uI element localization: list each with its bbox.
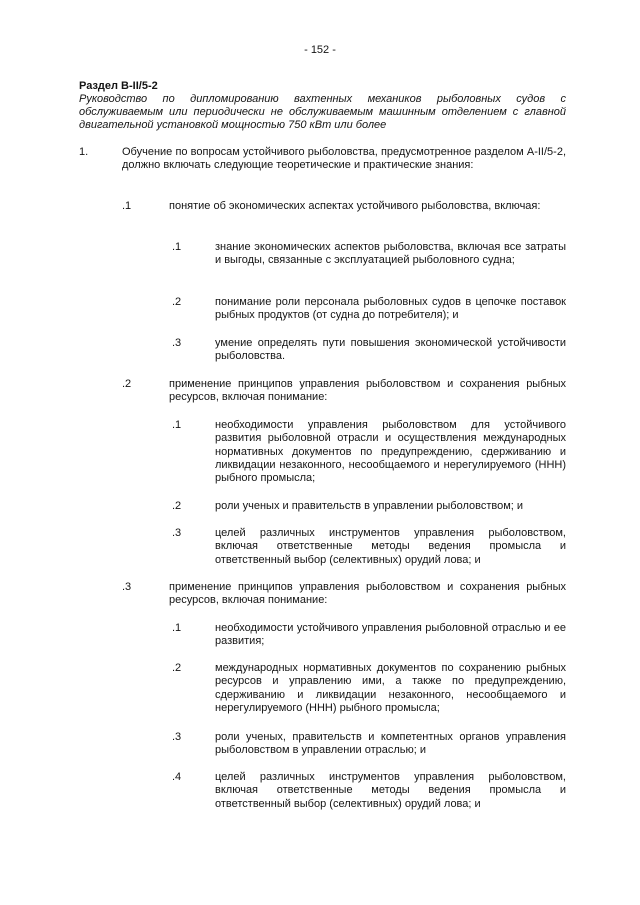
item-number: .2 — [172, 662, 182, 674]
item-text: необходимости устойчивого управления рыболовной отраслью и ее развития; — [215, 622, 566, 648]
item-number: .4 — [172, 771, 182, 783]
section-subtitle: Руководство по дипломированию вахтенных механиков рыболовных судов с обслуживаемым или периодически не обслуживаемым машинным отделением с главной двигательной установкой мощностью 750 кВт или более — [79, 93, 566, 131]
item-text: знание экономических аспектов рыболовства, включая все затраты и выгоды, связанные с эксплуатацией рыболовного судна; — [215, 241, 566, 267]
item-number: .1 — [172, 419, 182, 431]
item-text: роли ученых, правительств и компетентных органов управления рыболовством в управлении отраслью; и — [215, 731, 566, 757]
item-number: .2 — [172, 296, 182, 308]
item-text: роли ученых и правительств в управлении рыболовством; и — [215, 500, 524, 512]
item-text: умение определять пути повышения экономической устойчивости рыболовства. — [215, 337, 566, 363]
subsection-number: .1 — [122, 200, 132, 212]
item-number: .3 — [172, 731, 182, 743]
item-text: необходимости управления рыболовством для устойчивого развития рыболовной отрасли и осуществления международных нормативных документов по предупреждению, сдерживанию и ликвидации незаконного, несообщаемого и нерегулируемого (ННН) рыбного промысла; — [215, 419, 566, 485]
item-text: целей различных инструментов управления рыболовством, включая ответственные методы ведения промысла и ответственный выбор (селективных) орудий лова; и — [215, 527, 566, 566]
subsection-text: понятие об экономических аспектах устойчивого рыболовства, включая: — [169, 200, 541, 212]
item-number: .3 — [172, 527, 182, 539]
subsection-text: применение принципов управления рыболовством и сохранения рыбных ресурсов, включая понимание: — [169, 581, 566, 607]
subsection-number: .2 — [122, 378, 132, 390]
paragraph-number: 1. — [79, 146, 89, 158]
item-text: понимание роли персонала рыболовных судов в цепочке поставок рыбных продуктов (от судна до потребителя); и — [215, 296, 566, 322]
item-number: .2 — [172, 500, 182, 512]
page-number: - 152 - — [304, 44, 336, 56]
item-text: международных нормативных документов по сохранению рыбных ресурсов и управлению ими, а также по предупреждению, сдерживанию и ликвидации незаконного, несообщаемого и нерегулируемого (ННН) рыбного промысла; — [215, 662, 566, 714]
subsection-number: .3 — [122, 581, 132, 593]
item-text: целей различных инструментов управления рыболовством, включая ответственные методы ведения промысла и ответственный выбор (селективных) орудий лова; и — [215, 771, 566, 810]
item-number: .1 — [172, 622, 182, 634]
paragraph-text: Обучение по вопросам устойчивого рыболовства, предусмотренное разделом A-II/5-2, должно включать следующие теоретические и практические знания: — [122, 146, 566, 172]
item-number: .3 — [172, 337, 182, 349]
subsection-text: применение принципов управления рыболовством и сохранения рыбных ресурсов, включая понимание: — [169, 378, 566, 404]
section-title: Раздел B-II/5-2 — [79, 80, 158, 92]
item-number: .1 — [172, 241, 182, 253]
